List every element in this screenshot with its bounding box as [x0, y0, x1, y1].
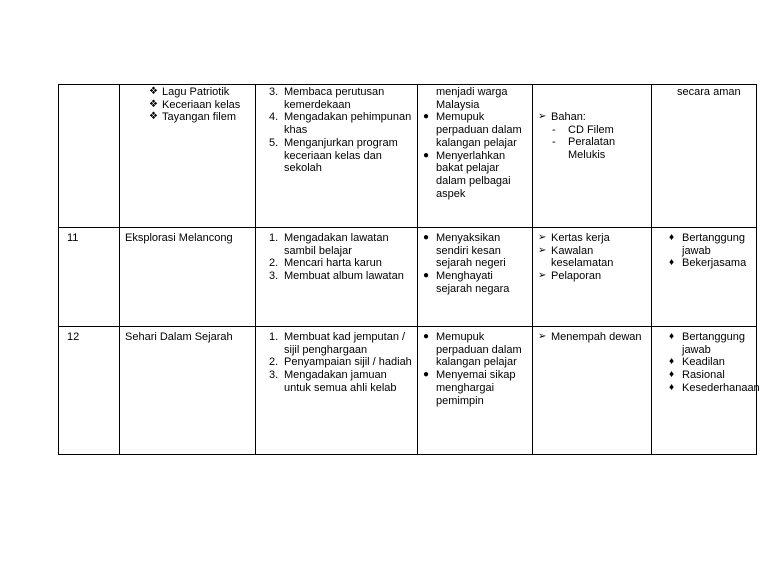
list-item: ● Memupuk perpaduan dalam kalangan pelajar	[423, 331, 522, 369]
table-row	[59, 85, 757, 228]
dot-bullet-icon: ●	[423, 270, 430, 282]
arrow-bullet-icon: ➢	[538, 111, 547, 122]
list-item: ● Menghayati sejarah negara	[423, 270, 510, 295]
list-item: ● Memupuk perpaduan dalam kalangan pelajar	[423, 111, 522, 149]
list-item: ● Menyerlahkan bakat pelajar dalam pelbagai aspek	[423, 149, 511, 200]
list-item: ♦ Kesederhanaan	[669, 381, 760, 394]
row-number: 11	[59, 228, 120, 327]
list-item: ● Menyemai sikap menghargai pemimpin	[423, 369, 516, 407]
list-item: - CD Filem	[552, 123, 614, 136]
activity-cell	[120, 85, 256, 228]
diamond-bullet-icon: ♦	[669, 369, 675, 381]
list-item: 1. Mengadakan lawatan sambil belajar	[269, 232, 389, 257]
resources-cell	[533, 228, 652, 327]
list-item: ♦ Bertanggung jawab	[669, 331, 745, 356]
diamond-bullet-icon: ❖	[149, 86, 158, 97]
activity-cell: Sehari Dalam Sejarah	[120, 327, 256, 455]
list-item: ➢ Menempah dewan	[538, 331, 642, 343]
arrow-bullet-icon: ➢	[538, 232, 547, 243]
row-number	[59, 85, 120, 228]
steps-cell	[256, 228, 418, 327]
list-item: ➢ Kertas kerja	[538, 232, 610, 244]
continuation-text: menjadi warga Malaysia	[436, 86, 508, 111]
list-item: ❖ Lagu Patriotik	[149, 86, 230, 98]
dot-bullet-icon: ●	[423, 111, 430, 123]
list-item: 2. Penyampaian sijil / hadiah	[269, 356, 412, 369]
list-item: 1. Membuat kad jemputan / sijil penghargaan	[269, 331, 406, 356]
list-item: 3. Mengadakan jamuan untuk semua ahli kelab	[269, 369, 397, 394]
list-item: ♦ Rasional	[669, 369, 725, 382]
activity-cell: Eksplorasi Melancong	[120, 228, 256, 327]
list-item: ➢ Pelaporan	[538, 270, 602, 283]
resources-cell	[533, 327, 652, 455]
list-item: 4. Mengadakan pehimpunan khas	[269, 111, 412, 137]
list-item: ♦ Bekerjasama	[669, 257, 747, 270]
arrow-bullet-icon: ➢	[538, 270, 547, 282]
list-item: ➢ Bahan:	[538, 111, 586, 123]
dot-bullet-icon: ●	[423, 232, 430, 243]
list-item: ❖ Tayangan filem	[149, 111, 236, 124]
list-item: 2. Mencari harta karun	[269, 257, 382, 270]
diamond-bullet-icon: ♦	[669, 331, 675, 342]
diamond-bullet-icon: ♦	[669, 232, 675, 243]
list-item: ♦ Bertanggung jawab	[669, 232, 745, 257]
arrow-bullet-icon: ➢	[538, 244, 547, 256]
diamond-bullet-icon: ♦	[669, 356, 675, 368]
diamond-bullet-icon: ♦	[669, 257, 675, 269]
diamond-bullet-icon: ♦	[669, 381, 675, 393]
list-item: ➢ Kawalan keselamatan	[538, 244, 614, 270]
continuation-text: secara aman	[677, 86, 741, 98]
objectives-cell	[418, 85, 533, 228]
list-item: ♦ Keadilan	[669, 356, 725, 369]
table-row	[59, 327, 757, 455]
values-cell	[652, 85, 757, 228]
table-row	[59, 228, 757, 327]
list-item: - Peralatan Melukis	[552, 136, 616, 162]
diamond-bullet-icon: ❖	[149, 111, 158, 123]
list-item: 3. Membaca perutusan kemerdekaan	[269, 86, 385, 111]
dot-bullet-icon: ●	[423, 369, 430, 381]
values-cell	[652, 327, 760, 455]
list-item: ● Menyaksikan sendiri kesan sejarah negeri	[423, 232, 506, 270]
arrow-bullet-icon: ➢	[538, 331, 547, 342]
diamond-bullet-icon: ❖	[149, 98, 158, 110]
dot-bullet-icon: ●	[423, 149, 430, 161]
row-number: 12	[59, 327, 120, 455]
dot-bullet-icon: ●	[423, 331, 430, 342]
objectives-cell	[418, 228, 533, 327]
list-item: 3. Membuat album lawatan	[269, 270, 404, 283]
resources-cell	[533, 85, 652, 228]
steps-cell	[256, 327, 418, 455]
activity-table	[58, 84, 760, 455]
objectives-cell	[418, 327, 533, 455]
values-cell	[652, 228, 757, 327]
list-item: 5. Menganjurkan program keceriaan kelas dan sekolah	[269, 136, 398, 175]
steps-cell	[256, 85, 418, 228]
list-item: ❖ Keceriaan kelas	[149, 98, 241, 111]
